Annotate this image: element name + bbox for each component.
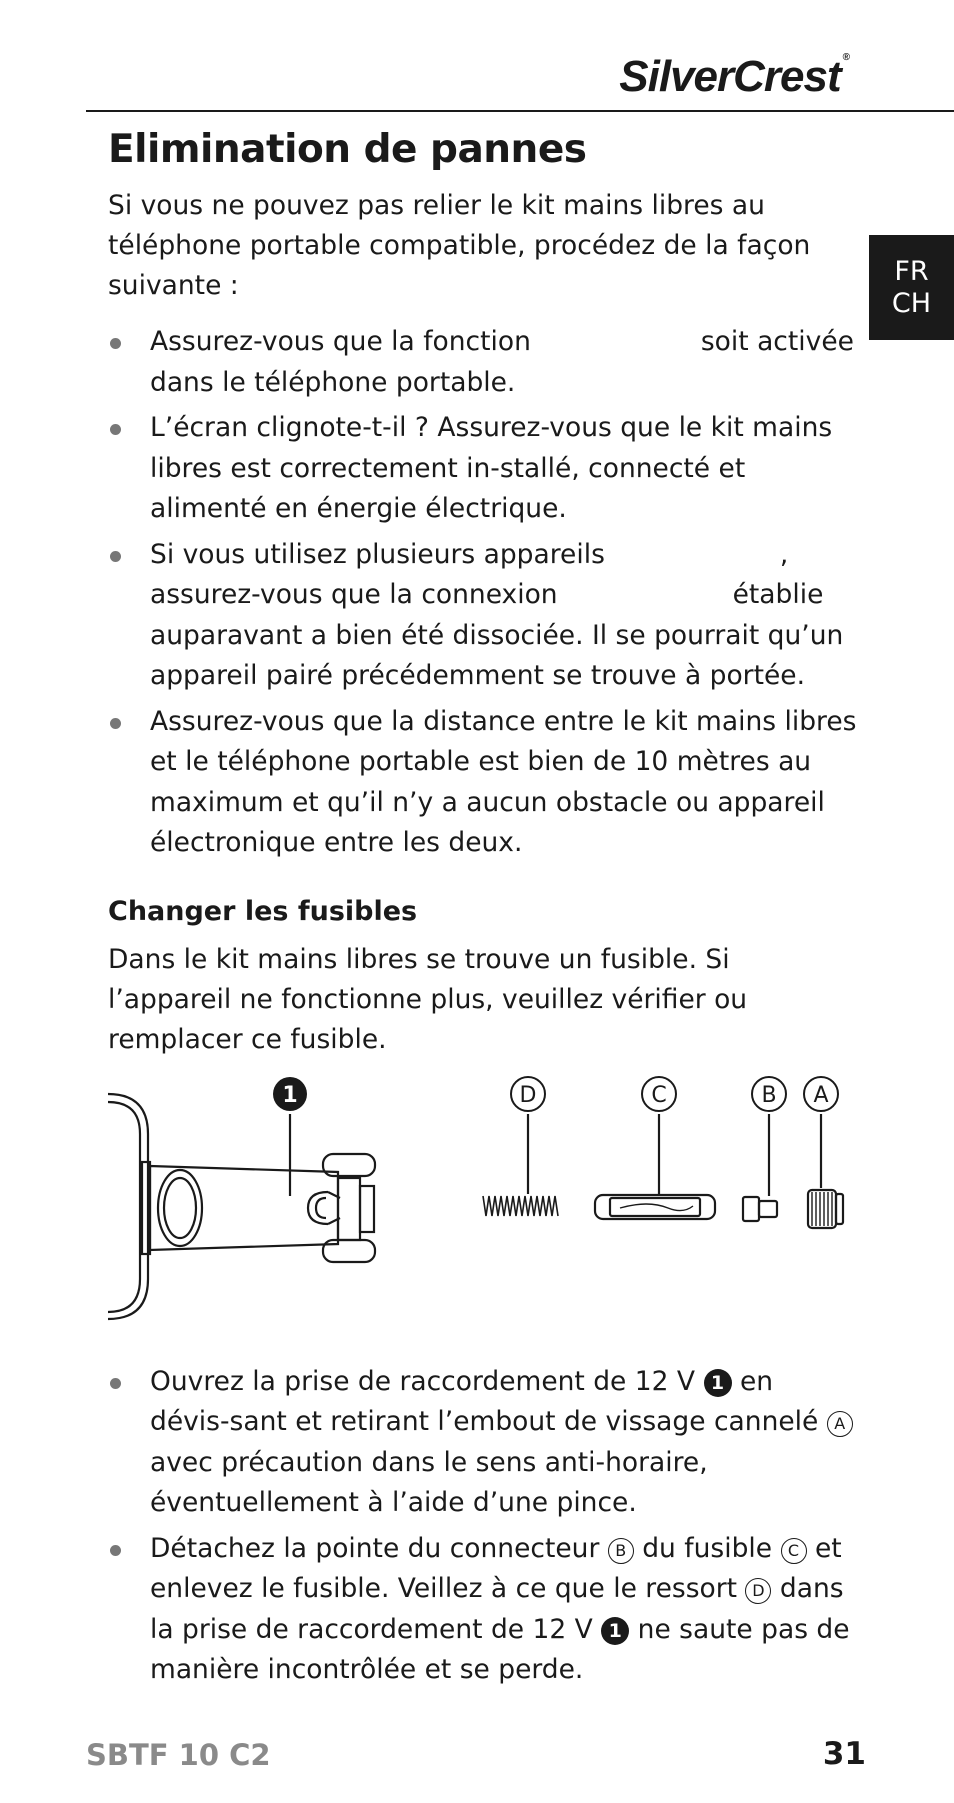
list-item-text: Ouvrez la prise de raccordement de 12 V <box>150 1365 696 1397</box>
troubleshooting-list <box>108 322 858 864</box>
list-item-text: ne saute pas de manière incontrôlée et se perde. <box>150 1613 850 1685</box>
list-item-text: et enlevez le fusible. Veillez à ce que le ressort <box>150 1532 842 1604</box>
callout-d: D <box>519 1082 537 1108</box>
list-item <box>108 535 858 697</box>
list-item-text: du fusible <box>642 1532 773 1564</box>
callout-c: C <box>651 1082 667 1108</box>
header-rule <box>86 110 954 112</box>
list-item <box>108 702 858 864</box>
ref-marker-b: B <box>608 1538 634 1564</box>
fuse-steps-list <box>108 1362 858 1691</box>
list-item-text: Détachez la pointe du connecteur <box>150 1532 600 1564</box>
list-item <box>108 322 858 403</box>
section-title: Elimination de pannes <box>108 127 587 172</box>
callout-b: B <box>761 1082 777 1108</box>
section-intro: Si vous ne pouvez pas relier le kit mains libres au téléphone portable compatible, procédez de la façon suivante : <box>108 190 811 301</box>
page-number: 31 <box>822 1736 866 1772</box>
brand-logo-text: SilverCrest <box>619 52 841 101</box>
list-item-text: , assurez-vous que la connexion <box>150 538 789 610</box>
subsection-title: Changer les fusibles <box>108 895 418 927</box>
subsection-intro: Dans le kit mains libres se trouve un fusible. Si l’appareil ne fonctionne plus, veuillez vérifier ou remplacer ce fusible. <box>108 943 748 1055</box>
list-item-text: établie auparavant a bien été dissociée. Il se pourrait qu’un appareil pairé précédemment se trouve à portée. <box>150 579 844 691</box>
ref-marker-d: D <box>745 1578 771 1604</box>
ref-marker-c: C <box>781 1538 807 1564</box>
ref-marker-1: 1 <box>601 1617 629 1645</box>
fuse-diagram-drawing <box>108 1074 858 1344</box>
brand-logo <box>619 52 849 102</box>
ref-marker-a: A <box>827 1411 853 1437</box>
list-item <box>108 1529 858 1691</box>
language-tab <box>869 235 954 340</box>
fuse-diagram <box>108 1074 858 1344</box>
ref-marker-1: 1 <box>704 1369 732 1397</box>
list-item-text: Assurez-vous que la fonction <box>150 326 531 357</box>
list-item-text: avec précaution dans le sens anti-horaire, éventuellement à l’aide d’une pince. <box>150 1446 708 1518</box>
list-item-text: Assurez-vous que la distance entre le kit mains libres et le téléphone portable est bien de 10 mètres au maximum et qu’il n’y a aucun obstacle ou appareil électronique entre les deux. <box>150 705 857 858</box>
list-item-text: L’écran clignote-t-il ? Assurez-vous que le kit mains libres est correctement in-stallé, connecté et alimenté en énergie électrique. <box>150 412 833 524</box>
list-item <box>108 408 858 530</box>
callout-a: A <box>813 1082 829 1108</box>
list-item-text: Si vous utilisez plusieurs appareils <box>150 538 605 570</box>
footer-model: SBTF 10 C2 <box>86 1738 271 1772</box>
language-tab-ch: CH <box>891 287 932 319</box>
list-item-text: en dévis-sant et retirant l’embout de vissage cannelé <box>150 1365 819 1437</box>
language-tab-fr: FR <box>894 255 929 287</box>
list-item <box>108 1362 858 1524</box>
callout-1: 1 <box>282 1082 298 1108</box>
registered-mark: ® <box>842 52 849 63</box>
list-item-text: soit activée dans le téléphone portable. <box>150 326 854 398</box>
list-item-text: dans la prise de raccordement de 12 V <box>150 1573 844 1645</box>
page-content <box>108 120 858 1696</box>
